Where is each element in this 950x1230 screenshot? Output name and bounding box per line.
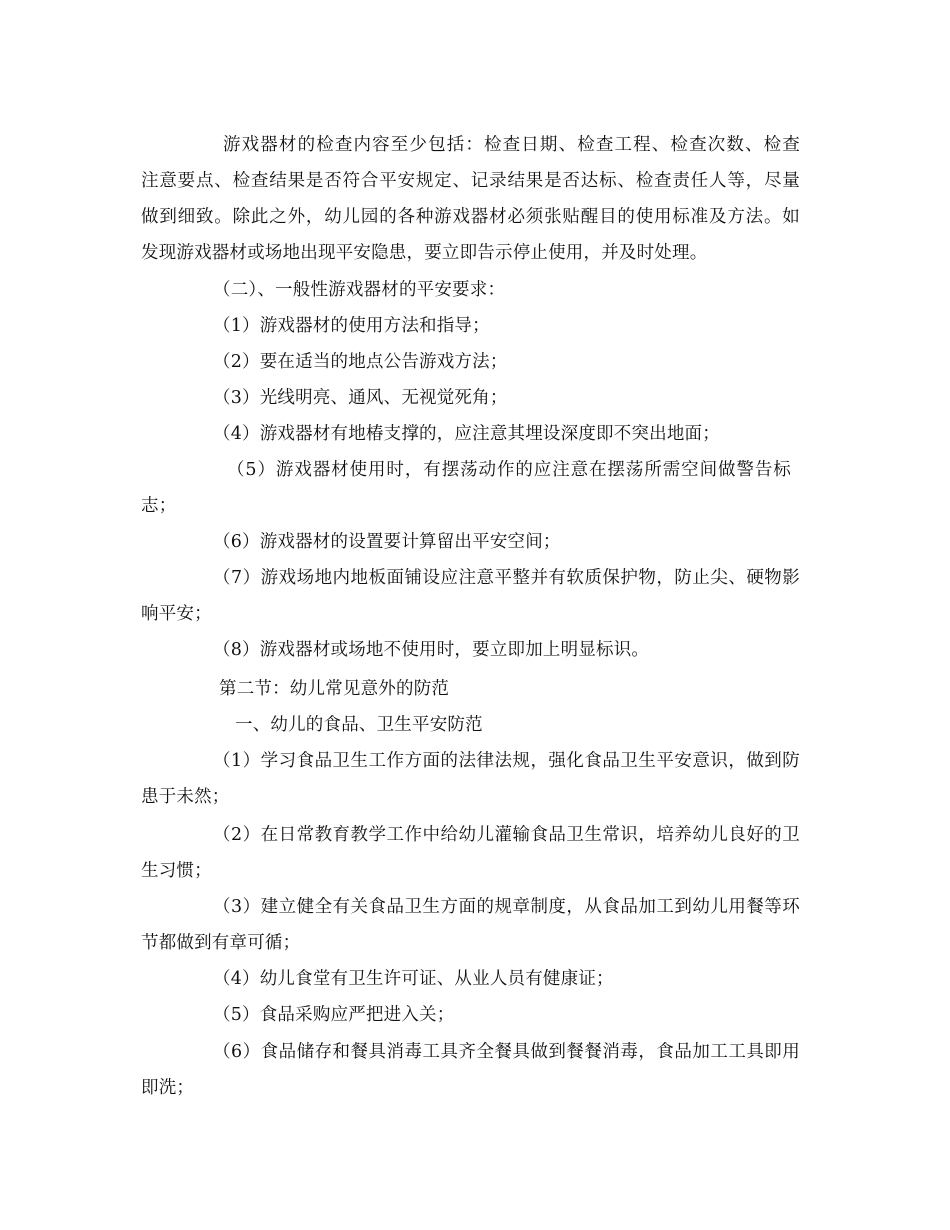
equipment-item-7-line-1: （7）游戏场地内地板面铺设应注意平整并有软质保护物，防止尖、硬物影	[213, 568, 800, 588]
food-item-1-line-2: 患于未然；	[141, 787, 230, 807]
equipment-item-1: （1）游戏器材的使用方法和指导；	[213, 316, 490, 336]
chapter-heading: 第二节：幼儿常见意外的防范	[219, 679, 450, 699]
equipment-item-2: （2）要在适当的地点公告游戏方法；	[213, 352, 508, 372]
intro-paragraph-line-3: 做到细致。除此之外，幼儿园的各种游戏器材必须张贴醒目的使用标准及方法。如	[141, 207, 800, 227]
section-heading-general-equipment: （二）、一般性游戏器材的平安要求：	[213, 280, 506, 300]
food-item-5: （5）食品采购应严把进入关；	[213, 1005, 455, 1025]
intro-paragraph-line-1: 游戏器材的检查内容至少包括：检查日期、检查工程、检查次数、检查	[223, 135, 800, 155]
equipment-item-5-line-2: 志；	[141, 496, 177, 516]
food-item-6-line-2: 即洗；	[141, 1078, 195, 1098]
equipment-item-5-line-1: （5）游戏器材使用时，有摆荡动作的应注意在摆荡所需空间做警告标	[227, 460, 791, 480]
food-item-3-line-2: 节都做到有章可循；	[141, 933, 301, 953]
equipment-item-8: （8）游戏器材或场地不使用时，要立即加上明显标识。	[213, 640, 650, 660]
equipment-item-4: （4）游戏器材有地椿支撑的，应注意其埋设深度即不突出地面；	[213, 424, 720, 444]
food-item-6-line-1: （6）食品储存和餐具消毒工具齐全餐具做到餐餐消毒，食品加工工具即用	[213, 1042, 800, 1062]
intro-paragraph-line-4: 发现游戏器材或场地出现平安隐患，要立即告示停止使用，并及时处理。	[141, 243, 708, 263]
food-item-2-line-2: 生习惯；	[141, 861, 212, 881]
food-item-1-line-1: （1）学习食品卫生工作方面的法律法规，强化食品卫生平安意识，做到防	[213, 751, 800, 771]
equipment-item-3: （3）光线明亮、通风、无视觉死角；	[213, 388, 508, 408]
food-item-4: （4）幼儿食堂有卫生许可证、从业人员有健康证；	[213, 969, 614, 989]
equipment-item-6: （6）游戏器材的设置要计算留出平安空间；	[213, 532, 561, 552]
food-item-2-line-1: （2）在日常教育教学工作中给幼儿灌输食品卫生常识，培养幼儿良好的卫	[213, 825, 800, 845]
food-safety-heading: 一、幼儿的食品、卫生平安防范	[235, 715, 483, 735]
equipment-item-7-line-2: 响平安；	[141, 604, 212, 624]
food-item-3-line-1: （3）建立健全有关食品卫生方面的规章制度，从食品加工到幼儿用餐等环	[213, 897, 800, 917]
intro-paragraph-line-2: 注意要点、检查结果是否符合平安规定、记录结果是否达标、检查责任人等，尽量	[141, 171, 800, 191]
